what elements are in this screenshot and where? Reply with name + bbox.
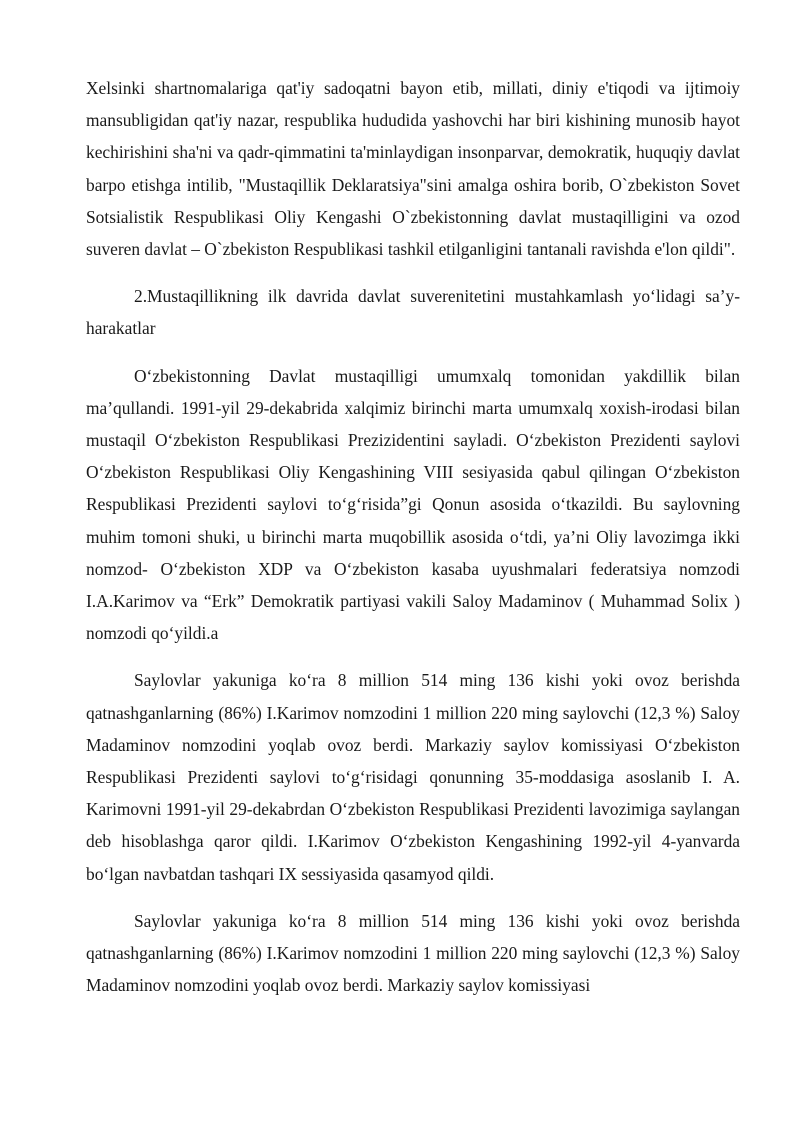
section-heading: 2.Mustaqillikning ilk davrida davlat suverenitetini mustahkamlash yo‘lidagi sa’y-harakatlar [86,286,740,339]
paragraph-independence-approval: O‘zbekistonning Davlat mustaqilligi umumxalq tomonidan yakdillik bilan ma’qullandi. 1991-yil 29-dekabrida xalqimiz birinchi marta umumxalq xoxish-irodasi bilan mustaqil O‘zbekiston Respublikasi Prezizidentini sayladi. O‘zbekiston Prezidenti saylovi O‘zbekiston Respublikasi Oliy Kengashining VIII sesiyasida qabul qilingan O‘zbekiston Respublikasi Prezidenti saylovi to‘g‘risida”gi Qonun asosida o‘tkazildi. Bu saylovning muhim tomoni shuki, u birinchi marta muqobillik asosida o‘tdi, ya’ni Oliy lavozimga ikki nomzod- O‘zbekiston XDP va O‘zbekiston kasaba uyushmalari federatsiya nomzodi I.A.Karimov va “Erk” Demokratik partiyasi vakili Saloy Madaminov ( Muhammad Solix ) nomzodi qo‘yildi.a [86,365,740,644]
paragraph-declaration-continuation: Xelsinki shartnomalariga qat'iy sadoqatni bayon etib, millati, diniy e'tiqodi va ijtimoiy mansubligidan qat'iy nazar, respublika hududida yashovchi har biri kishining munosib hayot kechirishini sha'ni va qadr-qimmatini ta'minlaydigan insonparvar, demokratik, huquqiy davlat barpo etishga intilib, "Mustaqillik Deklaratsiya"sini amalga oshira borib, O`zbekiston Sovet Sotsialistik Respublikasi Oliy Kengashi O`zbekistonning davlat mustaqilligini va ozod suveren davlat – O`zbekiston Respublikasi tashkil etilganligini tantanali ravishda e'lon qildi". [86,78,740,260]
paragraph-election-results: Saylovlar yakuniga ko‘ra 8 million 514 ming 136 kishi yoki ovoz berishda qatnashganlarning (86%) I.Karimov nomzodini 1 million 220 ming saylovchi (12,3 %) Saloy Madaminov nomzodini yoqlab ovoz berdi. Markaziy saylov komissiyasi O‘zbekiston Respublikasi Prezidenti saylovi to‘g‘risidagi qonunning 35-moddasiga asoslanib I. A. Karimovni 1991-yil 29-dekabrdan O‘zbekiston Respublikasi Prezidenti lavozimiga saylangan deb hisoblashga qaror qildi. I.Karimov O‘zbekiston Kengashining 1992-yil 4-yanvarda bo‘lgan navbatdan tashqari IX sessiyasida qasamyod qildi. [86,670,740,884]
paragraph-election-results-repeat: Saylovlar yakuniga ko‘ra 8 million 514 ming 136 kishi yoki ovoz berishda qatnashganlarning (86%) I.Karimov nomzodini 1 million 220 ming saylovchi (12,3 %) Saloy Madaminov nomzodini yoqlab ovoz berdi. Markaziy saylov komissiyasi [86,910,740,996]
document-page [86,72,740,1016]
